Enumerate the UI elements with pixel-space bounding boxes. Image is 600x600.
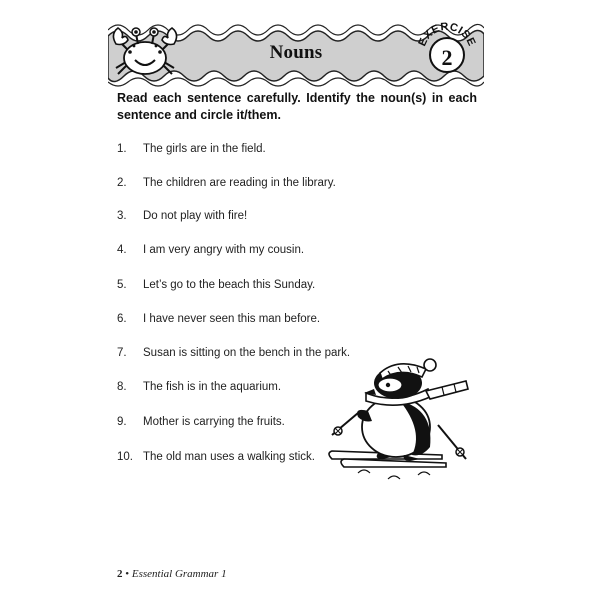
page-title: Nouns [269, 42, 323, 63]
item-number: 7. [117, 347, 127, 359]
page-number: 2 [117, 568, 123, 580]
item-number: 9. [117, 416, 127, 428]
item-number: 4. [117, 244, 127, 256]
item-sentence: Susan is sitting on the bench in the park. [143, 347, 351, 359]
list-item [117, 175, 336, 191]
list-item [117, 208, 247, 224]
page-footer [117, 568, 227, 580]
crab-icon [110, 22, 180, 82]
item-number: 5. [117, 279, 127, 291]
item-sentence: I have never seen this man before. [143, 313, 321, 325]
item-number: 1. [117, 143, 127, 155]
list-item [117, 277, 315, 293]
item-number: 10. [117, 451, 133, 463]
list-item [117, 414, 285, 430]
instructions: Read each sentence carefully. Identify the noun(s) in each sentence and circle it/them. [117, 91, 477, 122]
badge-label: EXERCISE [416, 20, 478, 49]
item-number: 8. [117, 381, 127, 393]
item-sentence: The girls are in the field. [143, 143, 266, 155]
list-item [117, 141, 266, 157]
item-sentence: I am very angry with my cousin. [143, 244, 305, 256]
skiing-penguin-icon [318, 355, 480, 485]
footer-separator: • [125, 568, 130, 580]
item-sentence: Mother is carrying the fruits. [143, 416, 285, 428]
item-sentence: Do not play with fire! [143, 210, 248, 222]
item-number: 6. [117, 313, 127, 325]
item-sentence: The children are reading in the library. [143, 177, 336, 189]
item-sentence: The old man uses a walking stick. [143, 451, 315, 463]
item-number: 3. [117, 210, 127, 222]
item-number: 2. [117, 177, 127, 189]
item-sentence: The fish is in the aquarium. [143, 381, 282, 393]
list-item [117, 449, 315, 465]
exercise-badge [414, 17, 480, 83]
list-item [117, 242, 304, 258]
item-sentence: Let’s go to the beach this Sunday. [143, 279, 316, 291]
book-title: Essential Grammar 1 [131, 568, 227, 580]
list-item [117, 379, 281, 395]
list-item [117, 345, 350, 361]
exercise-number: 2 [441, 45, 453, 70]
list-item [117, 311, 320, 327]
